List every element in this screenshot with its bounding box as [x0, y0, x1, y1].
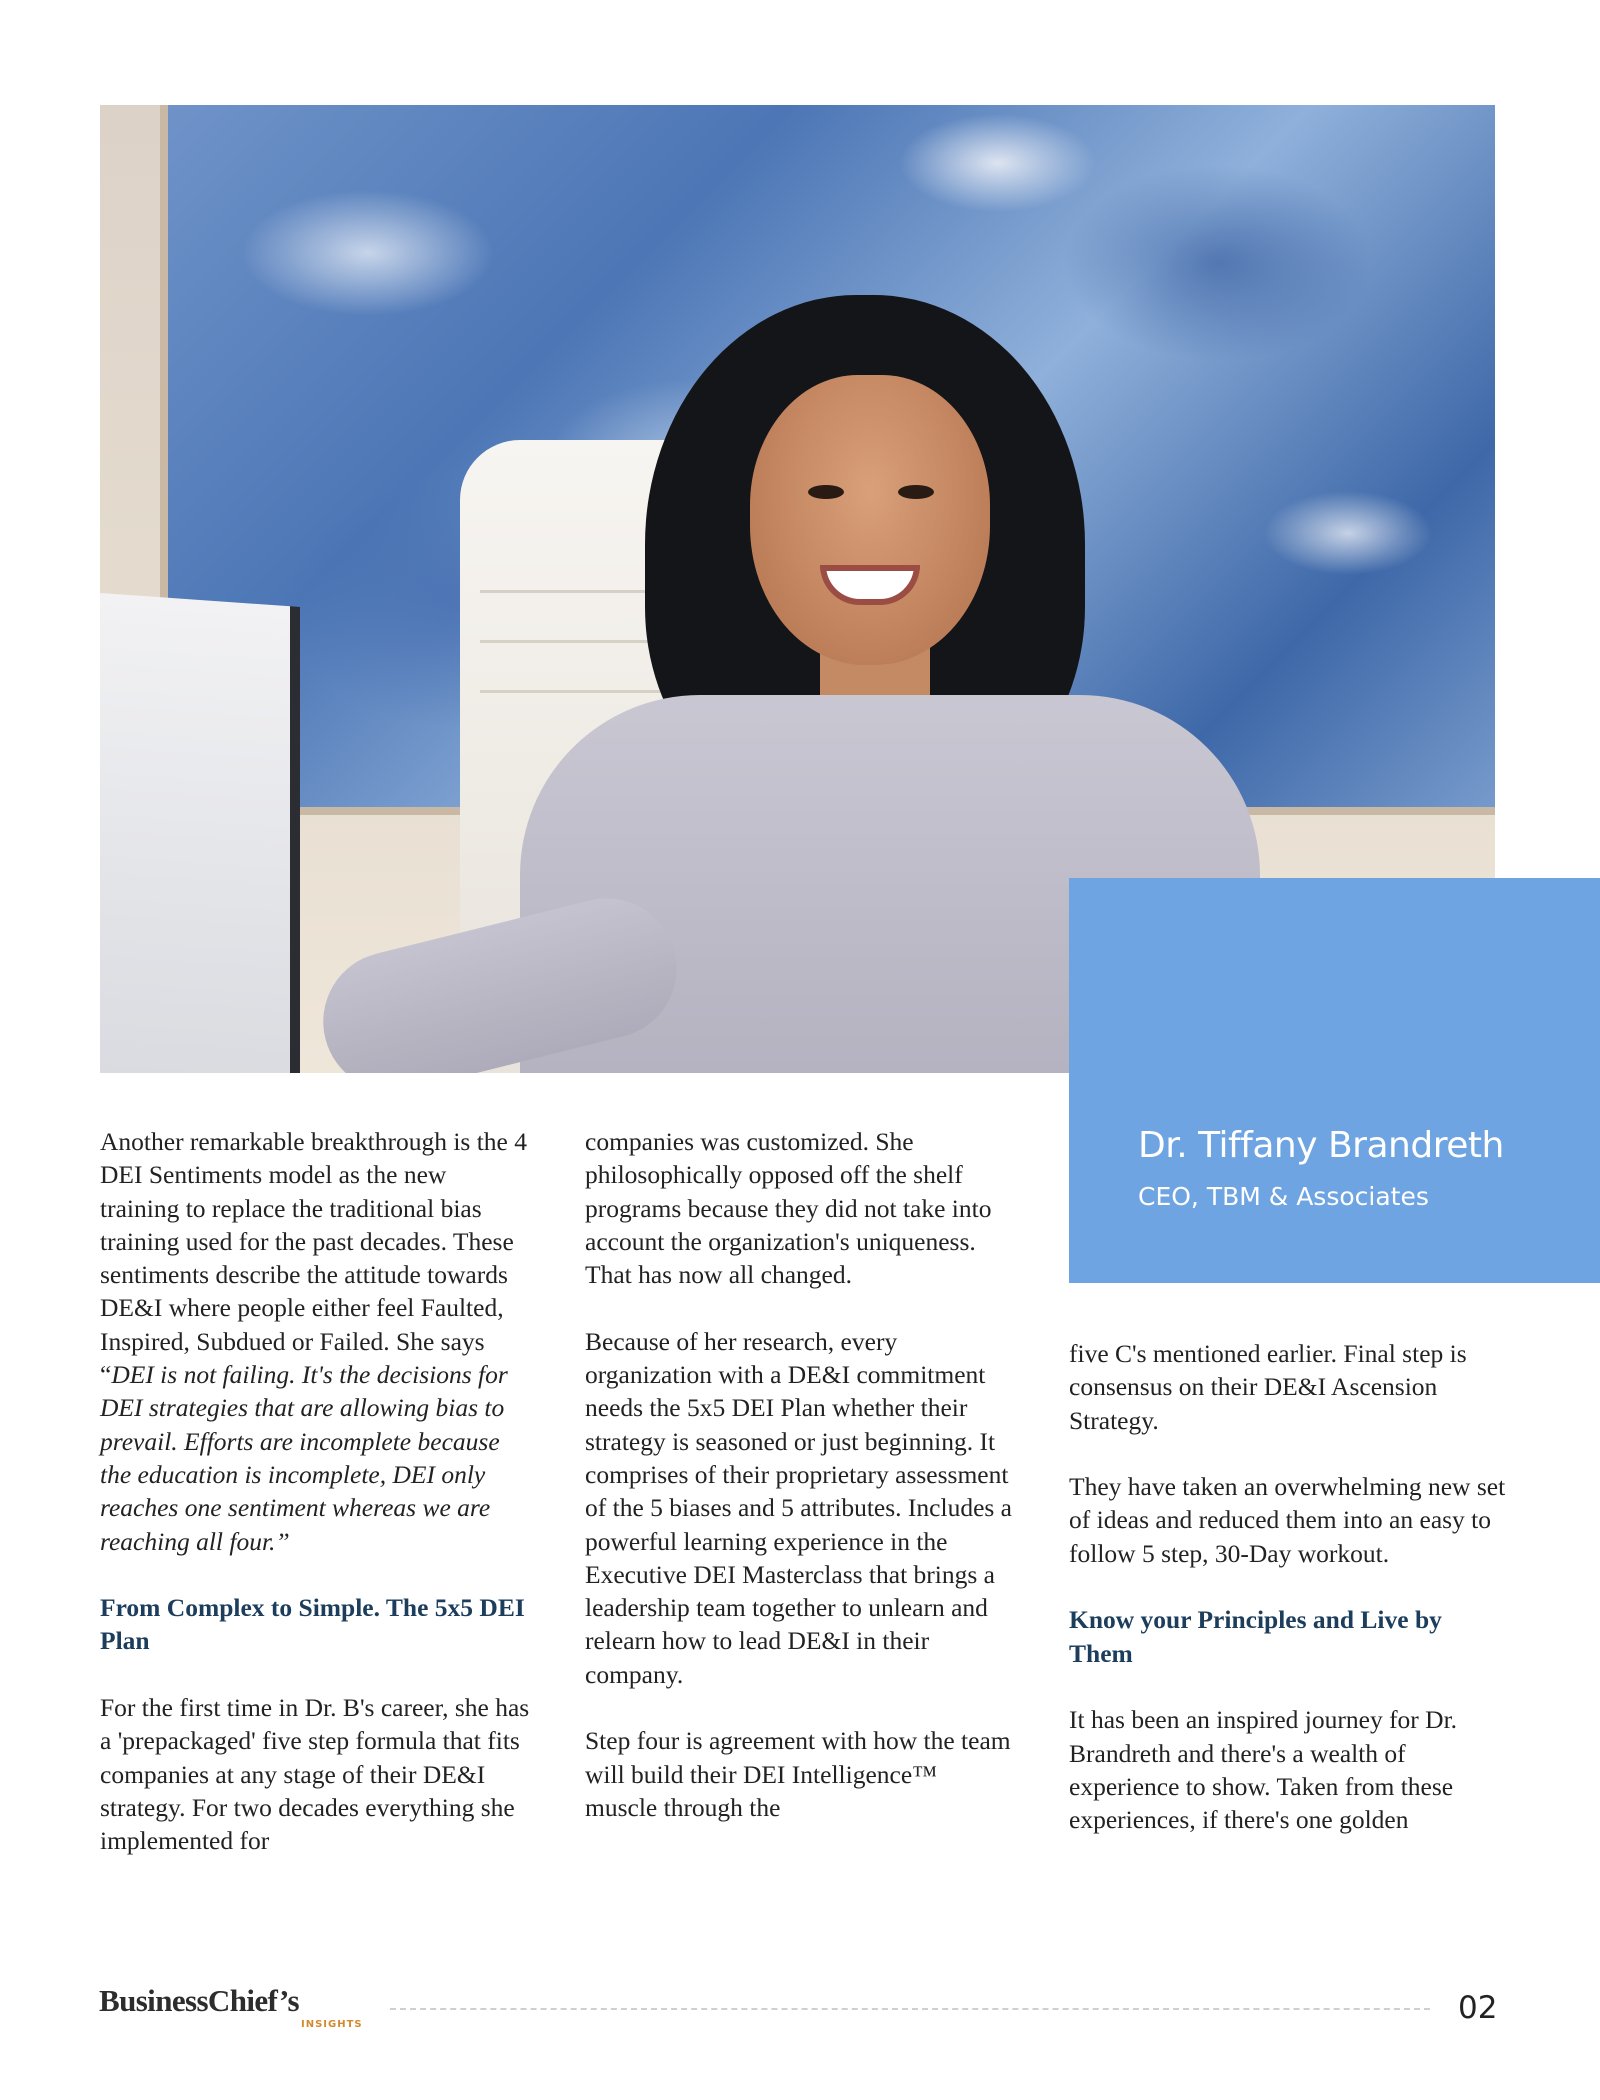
article-column-3 [1069, 1337, 1509, 1870]
page-number: 02 [1458, 1990, 1498, 2026]
section-heading: Know your Principles and Live by Them [1069, 1605, 1442, 1668]
section-heading: From Complex to Simple. The 5x5 DEI Plan [100, 1593, 525, 1656]
publication-logo-subtitle: INSIGHTS [301, 2019, 363, 2030]
subject-face [750, 375, 990, 665]
paragraph: companies was customized. She philosophically opposed off the shelf programs because they did not take into account the organization's uniqueness. That has now all changed. [585, 1127, 992, 1290]
article-column-1 [100, 1125, 530, 1891]
quote: DEI is not failing. It's the decisions for DEI strategies that are allowing bias to prevail. Efforts are incomplete because the education is incomplete, DEI only reaches one sentiment whereas we are reaching all four. [100, 1360, 508, 1556]
paragraph: They have taken an overwhelming new set of ideas and reduced them into an easy to follow 5 step, 30-Day workout. [1069, 1472, 1506, 1568]
article-column-2 [585, 1125, 1015, 1858]
paragraph: Because of her research, every organization with a DE&I commitment needs the 5x5 DEI Plan whether their strategy is seasoned or just beginning. It comprises of their proprietary assessment of the 5 biases and 5 attributes. Includes a powerful learning experience in the Executive DEI Masterclass that brings a leadership team together to unlearn and relearn how to lead DE&I in their company. [585, 1326, 1013, 1689]
caption-title: CEO, TBM & Associates [1138, 1182, 1429, 1211]
caption-box [1069, 878, 1600, 1283]
paragraph: It has been an inspired journey for Dr. Brandreth and there's a wealth of experience to show. Taken from these experiences, if there's one golden [1069, 1705, 1458, 1835]
paragraph: Another remarkable breakthrough is the 4 DEI Sentiments model as the new training to replace the traditional bias training used for the past decades. These sentiments describe the attitude towards DE&I where people either feel Faulted, Inspired, Subdued or Failed. She says “DEI is not failing. It's the decisions for DEI strategies that are allowing bias to prevail. Efforts are incomplete because the education is incomplete, DEI only reaches one sentiment whereas we are reaching all four.” [100, 1127, 527, 1556]
paragraph: Step four is agreement with how the team will build their DEI Intelligence™ muscle through the [585, 1726, 1011, 1822]
paragraph: five C's mentioned earlier. Final step is consensus on their DE&I Ascension Strategy. [1069, 1339, 1467, 1435]
caption-name: Dr. Tiffany Brandreth [1138, 1125, 1504, 1166]
publication-logo: BusinessChief’s [99, 1983, 299, 2018]
footer-divider [390, 2008, 1430, 2010]
paragraph: For the first time in Dr. B's career, she has a 'prepackaged' five step formula that fits companies at any stage of their DE&I strategy. For two decades everything she implemented for [100, 1693, 530, 1856]
computer-monitor [100, 593, 300, 1073]
